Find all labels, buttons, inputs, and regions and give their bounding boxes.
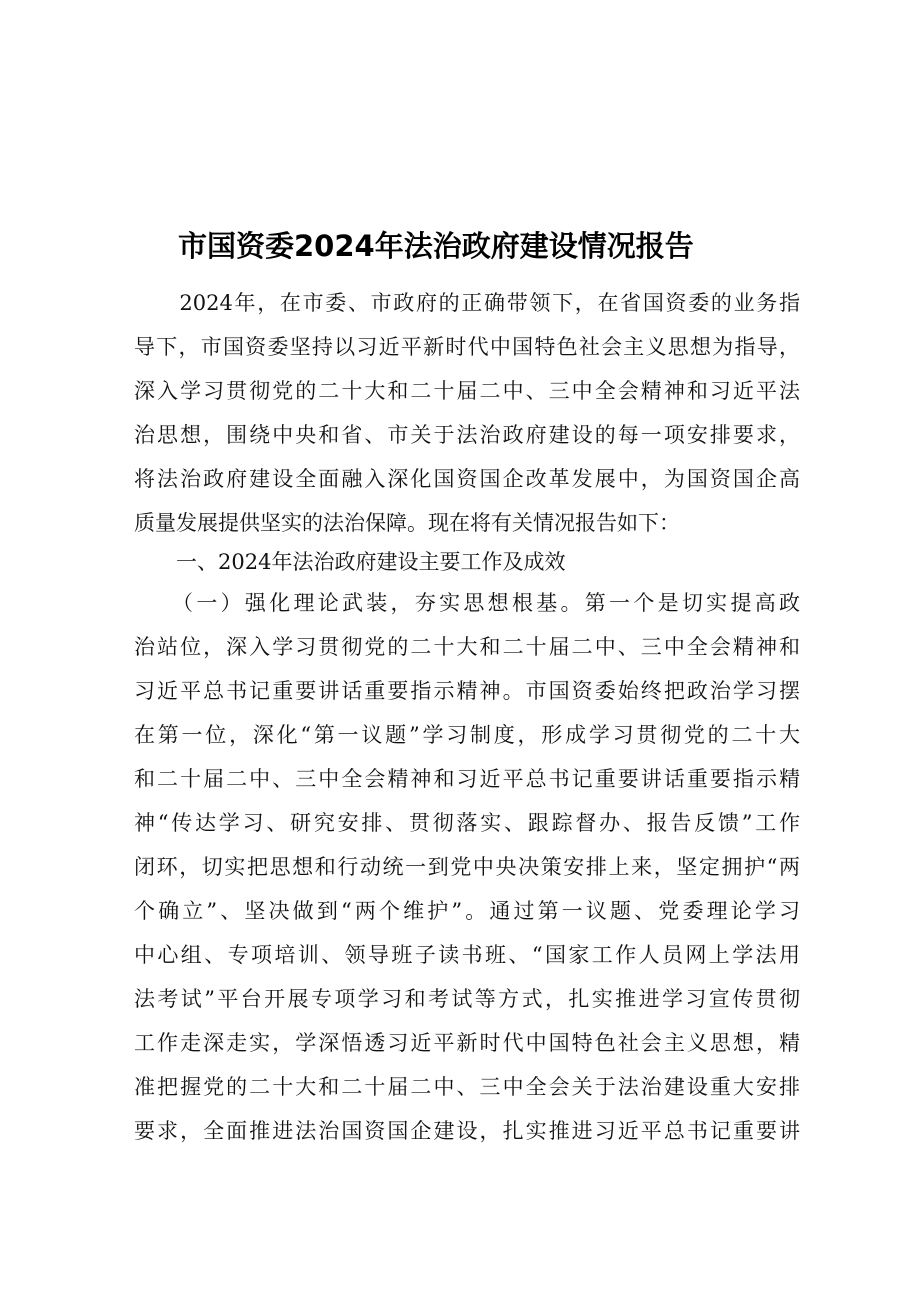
text-line: 和二十届二中、三中全会精神和习近平总书记重要讲话重要指示精 [134, 767, 800, 791]
section-heading-text: 一、2024年法治政府建设主要工作及成效 [134, 550, 566, 574]
text-line: 将法治政府建设全面融入深化国资国企改革发展中，为国资国企高 [134, 467, 800, 491]
text-line: （一）强化理论武装，夯实思想根基。第一个是切实提高政 [134, 591, 800, 615]
text-line: 深入学习贯彻党的二十大和二十届二中、三中全会精神和习近平法 [134, 379, 800, 403]
text-line: 神“传达学习、研究安排、贯彻落实、跟踪督办、报告反馈”工作 [134, 811, 800, 835]
section-paragraph [134, 581, 800, 1153]
document-title: 市国资委2024年法治政府建设情况报告 [178, 229, 694, 263]
text-line: 2024年，在市委、市政府的正确带领下，在省国资委的业务指 [134, 291, 800, 315]
intro-paragraph [134, 281, 800, 545]
text-line: 法考试”平台开展专项学习和考试等方式，扎实推进学习宣传贯彻 [134, 987, 800, 1011]
text-line: 要求，全面推进法治国资国企建设，扎实推进习近平总书记重要讲 [134, 1119, 800, 1143]
text-line: 闭环，切实把思想和行动统一到党中央决策安排上来，坚定拥护“两 [134, 855, 800, 879]
text-line: 在第一位，深化“第一议题”学习制度，形成学习贯彻党的二十大 [134, 723, 800, 747]
text-line: 个确立”、坚决做到“两个维护”。通过第一议题、党委理论学习 [134, 899, 800, 923]
text-line: 习近平总书记重要讲话重要指示精神。市国资委始终把政治学习摆 [134, 679, 800, 703]
text-line: 导下，市国资委坚持以习近平新时代中国特色社会主义思想为指导， [134, 335, 800, 359]
text-line: 工作走深走实，学深悟透习近平新时代中国特色社会主义思想，精 [134, 1031, 800, 1055]
text-line: 治站位，深入学习贯彻党的二十大和二十届二中、三中全会精神和 [134, 635, 800, 659]
text-line: 治思想，围绕中央和省、市关于法治政府建设的每一项安排要求， [134, 423, 800, 447]
text-line: 准把握党的二十大和二十届二中、三中全会关于法治建设重大安排 [134, 1075, 800, 1099]
section-heading [134, 540, 800, 584]
text-line: 中心组、专项培训、领导班子读书班、“国家工作人员网上学法用 [134, 943, 800, 967]
text-line: 质量发展提供坚实的法治保障。现在将有关情况报告如下： [134, 511, 680, 535]
